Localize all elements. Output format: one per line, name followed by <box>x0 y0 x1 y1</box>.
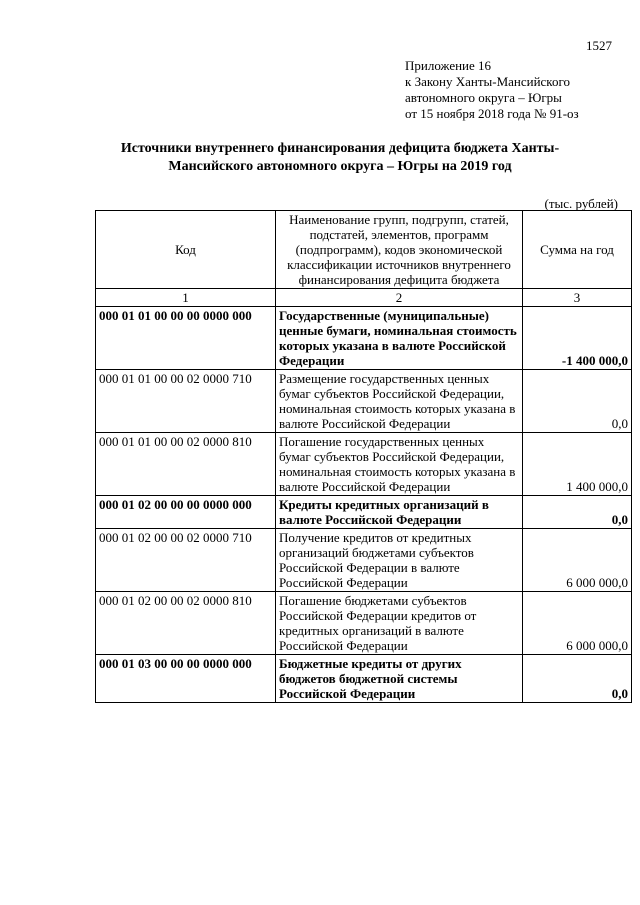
header-code: Код <box>96 211 276 289</box>
row-code: 000 01 01 00 00 02 0000 810 <box>96 433 276 496</box>
table-row <box>96 307 632 370</box>
row-sum: -1 400 000,0 <box>523 307 632 370</box>
row-name: Погашение бюджетами субъектов Российской Федерации кредитов от кредитных организаций в валюте Российской Федерации <box>276 592 523 655</box>
row-code: 000 01 02 00 00 02 0000 810 <box>96 592 276 655</box>
row-code: 000 01 01 00 00 00 0000 000 <box>96 307 276 370</box>
financing-table <box>95 210 632 703</box>
row-code: 000 01 03 00 00 00 0000 000 <box>96 655 276 703</box>
column-number: 2 <box>276 289 523 307</box>
column-number: 1 <box>96 289 276 307</box>
row-code: 000 01 01 00 00 02 0000 710 <box>96 370 276 433</box>
column-number: 3 <box>523 289 632 307</box>
table-row <box>96 496 632 529</box>
header-sum: Сумма на год <box>523 211 632 289</box>
appendix-line: к Закону Ханты-Мансийского <box>405 74 570 89</box>
row-sum: 0,0 <box>523 370 632 433</box>
row-name: Размещение государственных ценных бумаг субъектов Российской Федерации, номинальная стоимость которых указана в валюте Российской Федерации <box>276 370 523 433</box>
table-row <box>96 655 632 703</box>
document-title: Источники внутреннего финансирования дефицита бюджета Ханты-Мансийского автономного округа – Югры на 2019 год <box>120 141 560 174</box>
header-name: Наименование групп, подгрупп, статей, подстатей, элементов, программ (подпрограмм), кодов экономической классификации источников внутреннего финансирования дефицита бюджета <box>276 211 523 289</box>
row-name: Кредиты кредитных организаций в валюте Российской Федерации <box>276 496 523 529</box>
row-code: 000 01 02 00 00 00 0000 000 <box>96 496 276 529</box>
row-name: Бюджетные кредиты от других бюджетов бюджетной системы Российской Федерации <box>276 655 523 703</box>
table-row <box>96 529 632 592</box>
table-row <box>96 370 632 433</box>
page-number: 1527 <box>586 38 612 53</box>
units-label: (тыс. рублей) <box>544 196 618 211</box>
row-sum: 0,0 <box>523 655 632 703</box>
row-sum: 6 000 000,0 <box>523 529 632 592</box>
row-code: 000 01 02 00 00 02 0000 710 <box>96 529 276 592</box>
row-name: Государственные (муниципальные) ценные бумаги, номинальная стоимость которых указана в валюте Российской Федерации <box>276 307 523 370</box>
table-header-row <box>96 211 632 289</box>
table-row <box>96 433 632 496</box>
appendix-line: Приложение 16 <box>405 58 492 73</box>
table-row <box>96 592 632 655</box>
appendix-note <box>405 58 615 122</box>
row-name: Получение кредитов от кредитных организаций бюджетами субъектов Российской Федерации в валюте Российской Федерации <box>276 529 523 592</box>
row-sum: 1 400 000,0 <box>523 433 632 496</box>
row-sum: 0,0 <box>523 496 632 529</box>
column-number-row <box>96 289 632 307</box>
appendix-line: от 15 ноября 2018 года № 91-оз <box>405 106 579 121</box>
row-name: Погашение государственных ценных бумаг субъектов Российской Федерации, номинальная стоимость которых указана в валюте Российской Федерации <box>276 433 523 496</box>
row-sum: 6 000 000,0 <box>523 592 632 655</box>
appendix-line: автономного округа – Югры <box>405 90 562 105</box>
